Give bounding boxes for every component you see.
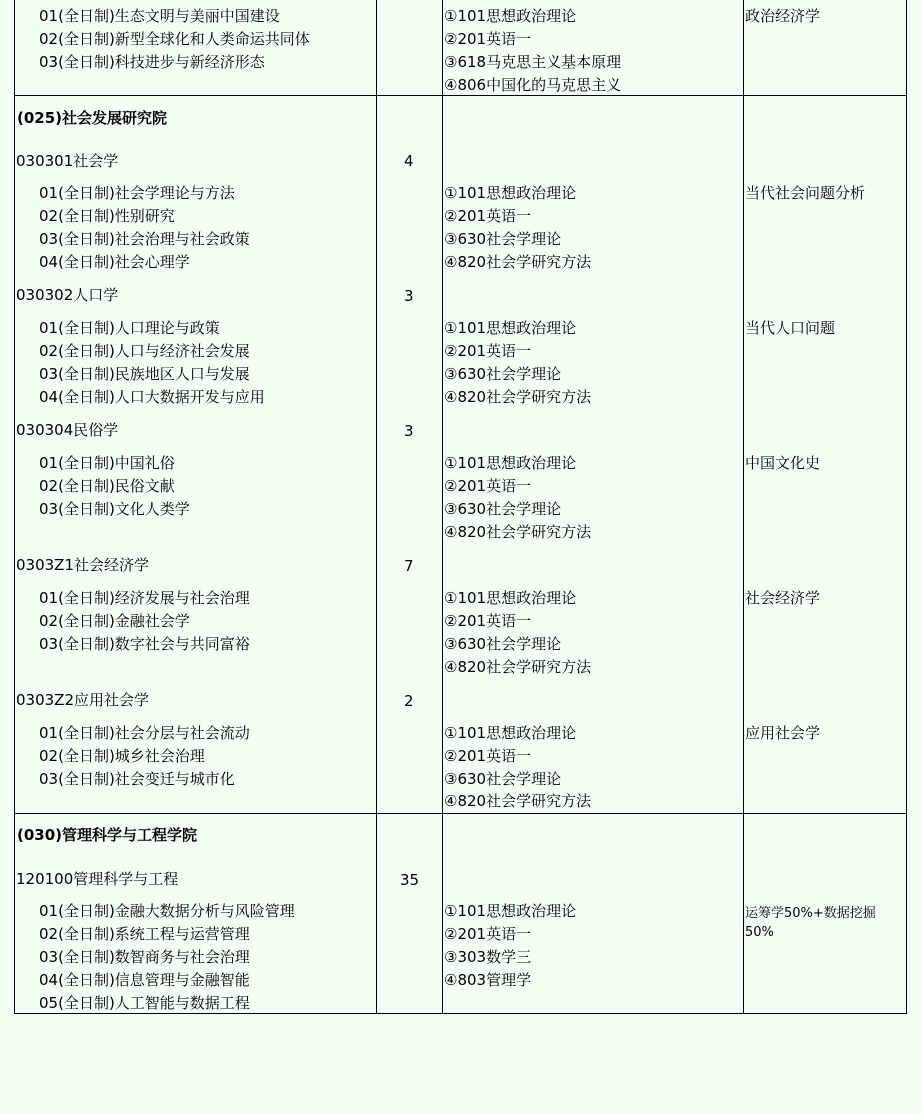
exam-subject: ①101思想政治理论 [444,7,577,25]
department-title: (030)管理科学与工程学院 [17,826,198,844]
retest-subject: 社会经济学 [745,589,821,607]
column-divider-retest [743,0,744,1014]
retest-subject: 当代人口问题 [745,319,836,337]
direction-item: 01(全日制)金融大数据分析与风险管理 [39,902,295,920]
retest-subject: 当代社会问题分析 [745,184,866,202]
exam-subject: ④820社会学研究方法 [444,388,592,406]
direction-item: 03(全日制)数字社会与共同富裕 [39,635,250,653]
direction-item: 04(全日制)信息管理与金融智能 [39,971,250,989]
major-code-name: 0303Z1社会经济学 [16,556,149,574]
exam-subject: ③630社会学理论 [444,635,562,653]
direction-item: 02(全日制)新型全球化和人类命运共同体 [39,30,310,48]
row-divider [14,813,907,814]
exam-subject: ①101思想政治理论 [444,184,577,202]
department-title: (025)社会发展研究院 [17,109,168,127]
exam-subject: ②201英语一 [444,30,532,48]
retest-subject: 应用社会学 [745,724,821,742]
direction-item: 03(全日制)科技进步与新经济形态 [39,53,265,71]
major-quota: 4 [404,152,414,170]
direction-item: 05(全日制)人工智能与数据工程 [39,994,250,1012]
major-quota: 3 [404,422,414,440]
exam-subject: ③630社会学理论 [444,365,562,383]
exam-subject: ②201英语一 [444,925,532,943]
exam-subject: ④806中国化的马克思主义 [444,76,622,94]
direction-item: 01(全日制)中国礼俗 [39,454,175,472]
direction-item: 01(全日制)经济发展与社会治理 [39,589,250,607]
major-code-name: 120100管理科学与工程 [16,870,179,888]
exam-subject: ④820社会学研究方法 [444,792,592,810]
direction-item: 02(全日制)城乡社会治理 [39,747,205,765]
major-quota: 35 [400,871,420,889]
retest-subject: 政治经济学 [745,7,821,25]
exam-subject: ①101思想政治理论 [444,589,577,607]
exam-subject: ②201英语一 [444,747,532,765]
exam-subject: ①101思想政治理论 [444,454,577,472]
table-border-left [14,0,15,1014]
direction-item: 02(全日制)民俗文献 [39,477,175,495]
direction-item: 03(全日制)文化人类学 [39,500,190,518]
column-divider-quota [376,0,377,1014]
exam-subject: ④820社会学研究方法 [444,523,592,541]
direction-item: 01(全日制)社会学理论与方法 [39,184,235,202]
exam-subject: ①101思想政治理论 [444,724,577,742]
table-border-bottom [14,1013,907,1014]
direction-item: 02(全日制)系统工程与运营管理 [39,925,250,943]
exam-subject: ③630社会学理论 [444,230,562,248]
direction-item: 01(全日制)社会分层与社会流动 [39,724,250,742]
exam-subject: ③630社会学理论 [444,500,562,518]
exam-subject: ③303数学三 [444,948,532,966]
exam-subject: ②201英语一 [444,342,532,360]
retest-subject: 中国文化史 [745,454,821,472]
column-divider-exams [442,0,443,1014]
exam-subject: ④820社会学研究方法 [444,658,592,676]
direction-item: 01(全日制)人口理论与政策 [39,319,220,337]
direction-item: 02(全日制)金融社会学 [39,612,190,630]
direction-item: 02(全日制)性别研究 [39,207,175,225]
major-code-name: 030304民俗学 [16,421,119,439]
exam-subject: ④803管理学 [444,971,532,989]
major-quota: 7 [404,557,414,575]
major-code-name: 0303Z2应用社会学 [16,691,149,709]
exam-subject: ①101思想政治理论 [444,902,577,920]
direction-item: 03(全日制)社会治理与社会政策 [39,230,250,248]
major-quota: 3 [404,287,414,305]
table-border-right [906,0,907,1014]
direction-item: 03(全日制)数智商务与社会治理 [39,948,250,966]
exam-subject: ②201英语一 [444,477,532,495]
exam-subject: ②201英语一 [444,207,532,225]
retest-subject-continued: 50% [745,925,774,940]
direction-item: 01(全日制)生态文明与美丽中国建设 [39,7,280,25]
exam-subject: ③618马克思主义基本原理 [444,53,622,71]
direction-item: 03(全日制)民族地区人口与发展 [39,365,250,383]
exam-subject: ②201英语一 [444,612,532,630]
exam-subject: ①101思想政治理论 [444,319,577,337]
exam-subject: ③630社会学理论 [444,770,562,788]
direction-item: 03(全日制)社会变迁与城市化 [39,770,235,788]
direction-item: 04(全日制)社会心理学 [39,253,190,271]
exam-subject: ④820社会学研究方法 [444,253,592,271]
major-code-name: 030301社会学 [16,152,119,170]
retest-subject: 运筹学50%+数据挖掘 [745,906,876,921]
major-quota: 2 [404,692,414,710]
direction-item: 04(全日制)人口大数据开发与应用 [39,388,265,406]
direction-item: 02(全日制)人口与经济社会发展 [39,342,250,360]
row-divider [14,95,907,96]
major-code-name: 030302人口学 [16,286,119,304]
